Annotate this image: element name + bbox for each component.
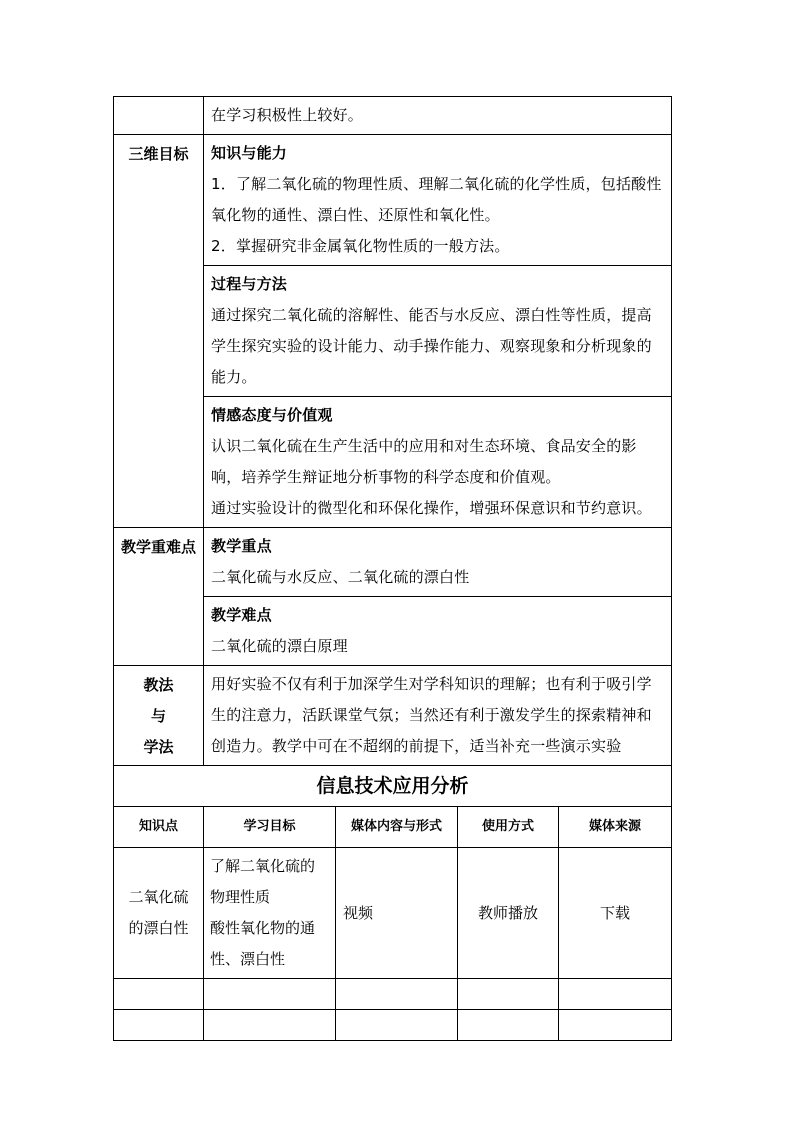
empty-cell: [458, 979, 559, 1010]
methods-row: [114, 666, 672, 766]
intro-text: 在学习积极性上较好。: [204, 97, 672, 135]
empty-cell: [114, 979, 204, 1010]
goals-label: 三维目标: [114, 135, 204, 528]
learning-goal-line-2: 酸性氧化物的通性、漂白性: [210, 919, 316, 968]
knowledge-item-2: 2．掌握研究非金属氧化物性质的一般方法。: [211, 237, 510, 255]
header-usage: 使用方式: [458, 807, 559, 848]
knowledge-item-1: 1．了解二氧化硫的物理性质、理解二氧化硫的化学性质，包括酸性氧化物的通性、漂白性、还原性和氧化性。: [211, 175, 662, 224]
difficult-point-heading: 教学难点: [211, 606, 272, 624]
empty-cell: [559, 1010, 672, 1041]
header-media-source: 媒体来源: [559, 807, 672, 848]
key-point-heading: 教学重点: [211, 537, 272, 555]
methods-label-line-3: 学法: [143, 738, 174, 756]
intro-row: [114, 97, 672, 135]
cell-knowledge-point: 二氧化硫的漂白性: [114, 848, 204, 979]
cell-media-content: 视频: [336, 848, 458, 979]
methods-label-line-2: 与: [150, 707, 166, 725]
it-analysis-header-row: [114, 807, 672, 848]
lesson-plan-document: [113, 96, 671, 1041]
it-analysis-title: 信息技术应用分析: [114, 766, 672, 807]
methods-label-line-1: 教法: [143, 676, 174, 694]
it-analysis-title-row: [114, 766, 672, 807]
empty-cell: [458, 1010, 559, 1041]
methods-label: [114, 666, 204, 766]
process-section: [204, 266, 672, 397]
difficult-point-text: 二氧化硫的漂白原理: [211, 637, 348, 655]
intro-label-cell: [114, 97, 204, 135]
key-points-label: 教学重难点: [114, 528, 204, 666]
lesson-plan-table: [113, 96, 672, 1041]
it-analysis-data-row: [114, 848, 672, 979]
header-media-content: 媒体内容与形式: [336, 807, 458, 848]
header-knowledge-point: 知识点: [114, 807, 204, 848]
empty-cell: [204, 1010, 336, 1041]
knowledge-section: [204, 135, 672, 266]
emotion-text-1: 认识二氧化硫在生产生活中的应用和对生态环境、食品安全的影响，培养学生辩证地分析事物的科学态度和价值观。: [211, 437, 637, 486]
process-text: 通过探究二氧化硫的溶解性、能否与水反应、漂白性等性质，提高学生探究实验的设计能力、动手操作能力、观察现象和分析现象的能力。: [211, 306, 652, 386]
empty-cell: [559, 979, 672, 1010]
goals-knowledge-row: [114, 135, 672, 266]
header-learning-goal: 学习目标: [204, 807, 336, 848]
emotion-section: [204, 397, 672, 528]
cell-usage: 教师播放: [458, 848, 559, 979]
difficult-point-section: [204, 597, 672, 666]
key-point-section: [204, 528, 672, 597]
key-point-row: [114, 528, 672, 597]
methods-text: 用好实验不仅有利于加深学生对学科知识的理解；也有利于吸引学生的注意力，活跃课堂气氛；当然还有利于激发学生的探索精神和创造力。教学中可在不超纲的前提下，适当补充一些演示实验: [204, 666, 672, 766]
cell-media-source: 下载: [559, 848, 672, 979]
key-point-text: 二氧化硫与水反应、二氧化硫的漂白性: [211, 568, 470, 586]
empty-cell: [336, 979, 458, 1010]
emotion-text-2: 通过实验设计的微型化和环保化操作，增强环保意识和节约意识。: [211, 499, 652, 517]
empty-cell: [204, 979, 336, 1010]
process-heading: 过程与方法: [211, 275, 288, 293]
empty-cell: [114, 1010, 204, 1041]
empty-row: [114, 1010, 672, 1041]
knowledge-heading: 知识与能力: [211, 144, 288, 162]
empty-cell: [336, 1010, 458, 1041]
emotion-heading: 情感态度与价值观: [211, 406, 333, 424]
empty-row: [114, 979, 672, 1010]
cell-learning-goal: [204, 848, 336, 979]
learning-goal-line-1: 了解二氧化硫的物理性质: [210, 857, 316, 906]
